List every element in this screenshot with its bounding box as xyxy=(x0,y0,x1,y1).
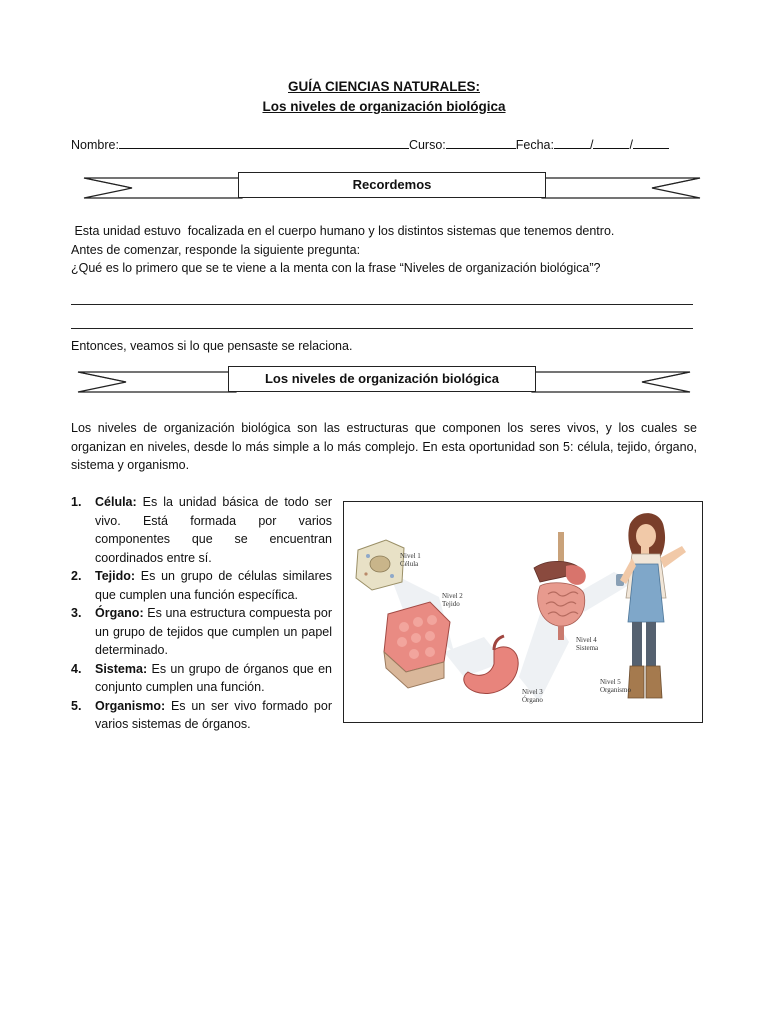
curso-label: Curso: xyxy=(408,138,446,152)
level-definition: Es un grupo de órganos que en conjunto cumplen una función. xyxy=(95,661,332,694)
level-term: Órgano: xyxy=(95,606,144,620)
niveles-banner xyxy=(76,366,692,396)
date-separator: / xyxy=(629,138,633,152)
figure-label-organism xyxy=(600,678,631,694)
niveles-heading: Los niveles de organización biológica xyxy=(228,366,536,392)
level-definition: Es una estructura compuesta por un grupo de tejidos que cumplen un papel determinado. xyxy=(95,606,332,657)
fecha-year-field[interactable] xyxy=(633,136,669,149)
fecha-day-field[interactable] xyxy=(554,136,590,149)
worksheet-subtitle: Los niveles de organización biológica xyxy=(262,99,506,114)
nombre-field[interactable] xyxy=(119,136,409,149)
tissue-icon xyxy=(384,602,450,688)
recordemos-banner xyxy=(82,172,702,202)
figure-label-name: Organismo xyxy=(600,686,631,694)
list-item xyxy=(71,493,332,567)
intro-line-1: Esta unidad estuvo focalizada en el cuerpo humano y los distintos sistemas que tenemos dentro. xyxy=(71,224,615,238)
date-separator: / xyxy=(589,138,594,152)
list-number: 3. xyxy=(71,606,82,620)
figure-label-system xyxy=(576,636,598,652)
student-info-line xyxy=(71,136,669,152)
fecha-label: Fecha: xyxy=(515,138,554,152)
intro-line-2: Antes de comenzar, responde la siguiente pregunta: xyxy=(71,242,361,257)
figure-label-level: Nivel 3 xyxy=(522,688,543,696)
answer-line-1[interactable] xyxy=(71,304,693,305)
figure-label-name: Sistema xyxy=(576,644,599,652)
figure-label-tissue xyxy=(442,592,463,608)
intro-block xyxy=(71,222,711,278)
figure-label-name: Órgano xyxy=(522,696,543,704)
list-number: 5. xyxy=(71,698,82,713)
cell-icon xyxy=(356,540,404,590)
list-item xyxy=(71,660,332,697)
nombre-label: Nombre: xyxy=(71,138,119,152)
list-number: 1. xyxy=(71,495,82,509)
level-term: Organismo: xyxy=(95,698,166,713)
figure-label-level: Nivel 5 xyxy=(600,678,621,686)
fecha-month-field[interactable] xyxy=(593,136,629,149)
intro-question: ¿Qué es lo primero que se te viene a la menta con la frase “Niveles de organización biológica”? xyxy=(71,261,601,275)
figure-label-level: Nivel 2 xyxy=(442,592,463,600)
figure-label-level: Nivel 1 xyxy=(400,552,421,560)
recordemos-heading: Recordemos xyxy=(238,172,546,198)
levels-illustration xyxy=(343,501,703,723)
figure-label-level: Nivel 4 xyxy=(576,636,597,644)
answer-line-2[interactable] xyxy=(71,328,693,329)
organism-girl-icon xyxy=(616,513,686,698)
list-number: 4. xyxy=(71,661,82,676)
list-item xyxy=(71,567,332,604)
curso-field[interactable] xyxy=(446,136,516,149)
level-term: Célula: xyxy=(95,495,137,509)
level-definition: Es un ser vivo formado por varios sistemas de órganos. xyxy=(95,698,332,731)
level-term: Sistema: xyxy=(95,661,148,676)
explanation-paragraph: Los niveles de organización biológica son las estructuras que componen los seres vivos, y los cuales se organizan en niveles, desde lo más simple a lo más complejo. En esta oportunidad son 5: célula, tejido, órgano, sistema y organismo. xyxy=(71,421,697,472)
worksheet-title: GUÍA CIENCIAS NATURALES: xyxy=(288,79,480,94)
figure-label-name: Célula xyxy=(400,560,419,568)
levels-list xyxy=(71,493,332,734)
list-number: 2. xyxy=(71,569,82,583)
list-item xyxy=(71,604,332,660)
figure-label-name: Tejido xyxy=(442,600,460,608)
list-item xyxy=(71,697,332,734)
level-definition: Es la unidad básica de todo ser vivo. Está formada por varios componentes que se encuentran coordinados entre sí. xyxy=(95,495,332,565)
level-definition: Es un grupo de células similares que cumplen una función específica. xyxy=(95,569,332,602)
figure-label-organ xyxy=(522,688,543,704)
figure-label-cell xyxy=(400,552,421,568)
level-term: Tejido: xyxy=(95,569,136,583)
followup-text: Entonces, veamos si lo que pensaste se relaciona. xyxy=(71,339,353,353)
